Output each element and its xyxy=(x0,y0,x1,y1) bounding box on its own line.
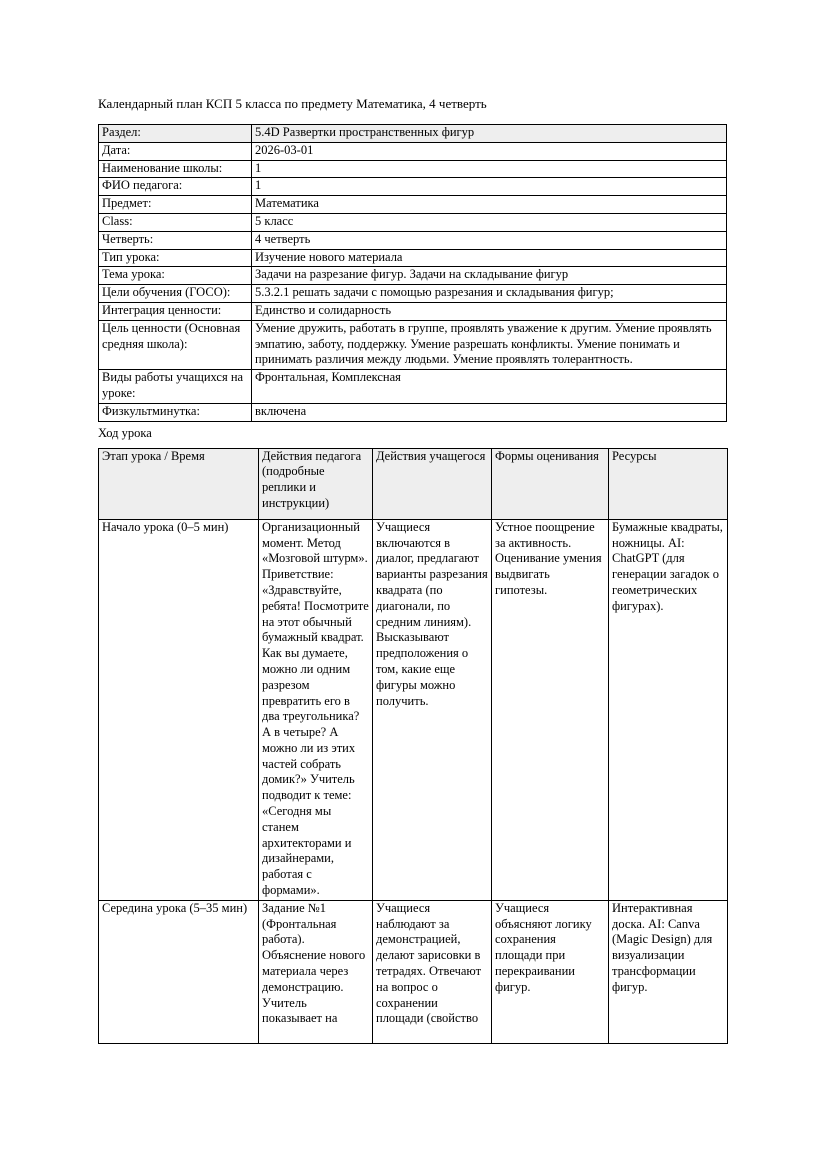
column-header-resources: Ресурсы xyxy=(609,448,728,519)
row-value: 1 xyxy=(252,160,727,178)
table-row xyxy=(99,231,727,249)
row-label: ФИО педагога: xyxy=(99,178,252,196)
stage-cell: Начало урока (0–5 мин) xyxy=(99,519,259,900)
row-value: Умение дружить, работать в группе, проявлять уважение к другим. Умение проявлять эмпатию, заботу, поддержку. Умение разрешать конфликты. Умение понимать и принимать различия между людьми. Умение проявлять толерантность. xyxy=(252,320,727,369)
teacher-actions-cell: Задание №1 (Фронтальная работа). Объяснение нового материала через демонстрацию. Учитель показывает на xyxy=(259,900,373,1043)
table-row xyxy=(99,142,727,160)
row-value: 5 класс xyxy=(252,213,727,231)
lesson-plan-table xyxy=(98,448,728,1044)
table-row xyxy=(99,302,727,320)
assessment-cell: Устное поощрение за активность. Оценивание умения выдвигать гипотезы. xyxy=(492,519,609,900)
row-value: 4 четверть xyxy=(252,231,727,249)
stage-cell: Середина урока (5–35 мин) xyxy=(99,900,259,1043)
row-value: Математика xyxy=(252,196,727,214)
row-label: Наименование школы: xyxy=(99,160,252,178)
row-label: Цель ценности (Основная средняя школа): xyxy=(99,320,252,369)
row-label: Class: xyxy=(99,213,252,231)
table-row xyxy=(99,519,728,900)
section-heading: Ход урока xyxy=(98,425,152,440)
row-label: Предмет: xyxy=(99,196,252,214)
row-label: Физкультминутка: xyxy=(99,403,252,421)
student-actions-cell: Учащиеся включаются в диалог, предлагают варианты разрезания квадрата (по диагонали, по средним линиям). Высказывают предположения о том, какие еще фигуры можно получить. xyxy=(373,519,492,900)
row-value: включена xyxy=(252,403,727,421)
table-row xyxy=(99,267,727,285)
teacher-actions-cell: Организационный момент. Метод «Мозговой штурм». Приветствие: «Здравствуйте, ребята! Посмотрите на этот обычный бумажный квадрат. Как вы думаете, можно ли одним разрезом превратить его в два треугольника? А в четыре? А можно ли из этих частей собрать домик?» Учитель подводит к теме: «Сегодня мы станем архитекторами и дизайнерами, работая с формами». xyxy=(259,519,373,900)
row-value: 1 xyxy=(252,178,727,196)
table-row xyxy=(99,196,727,214)
row-value: 5.4D Развертки пространственных фигур xyxy=(252,125,727,143)
resources-cell: Интерактивная доска. AI: Canva (Magic Design) для визуализации трансформации фигур. xyxy=(609,900,728,1043)
document-content xyxy=(98,96,727,1044)
table-row xyxy=(99,320,727,369)
row-value: 5.3.2.1 решать задачи с помощью разрезания и складывания фигур; xyxy=(252,285,727,303)
header-row xyxy=(99,448,728,519)
row-label: Интеграция ценности: xyxy=(99,302,252,320)
row-label: Дата: xyxy=(99,142,252,160)
row-label: Четверть: xyxy=(99,231,252,249)
student-actions-cell: Учащиеся наблюдают за демонстрацией, делают зарисовки в тетрадях. Отвечают на вопрос о сохранении площади (свойство xyxy=(373,900,492,1043)
row-value: Задачи на разрезание фигур. Задачи на складывание фигур xyxy=(252,267,727,285)
table-row xyxy=(99,160,727,178)
table-row xyxy=(99,125,727,143)
table-row xyxy=(99,249,727,267)
column-header-stage: Этап урока / Время xyxy=(99,448,259,519)
column-header-student-actions: Действия учащегося xyxy=(373,448,492,519)
row-value: Единство и солидарность xyxy=(252,302,727,320)
table-row xyxy=(99,178,727,196)
row-label: Цели обучения (ГОСО): xyxy=(99,285,252,303)
info-table xyxy=(98,124,727,422)
table-row xyxy=(99,285,727,303)
table-row xyxy=(99,900,728,1043)
row-label: Раздел: xyxy=(99,125,252,143)
row-value: 2026-03-01 xyxy=(252,142,727,160)
column-header-teacher-actions: Действия педагога (подробные реплики и инструкции) xyxy=(259,448,373,519)
column-header-assessment: Формы оценивания xyxy=(492,448,609,519)
resources-cell: Бумажные квадраты, ножницы. AI: ChatGPT (для генерации загадок о геометрических фигурах). xyxy=(609,519,728,900)
table-row xyxy=(99,213,727,231)
table-row xyxy=(99,403,727,421)
row-value: Фронтальная, Комплексная xyxy=(252,370,727,404)
row-label: Виды работы учащихся на уроке: xyxy=(99,370,252,404)
assessment-cell: Учащиеся объясняют логику сохранения площади при перекраивании фигур. xyxy=(492,900,609,1043)
table-row xyxy=(99,370,727,404)
row-label: Тема урока: xyxy=(99,267,252,285)
row-value: Изучение нового материала xyxy=(252,249,727,267)
row-label: Тип урока: xyxy=(99,249,252,267)
document-title: Календарный план КСП 5 класса по предмету Математика, 4 четверть xyxy=(98,96,487,111)
